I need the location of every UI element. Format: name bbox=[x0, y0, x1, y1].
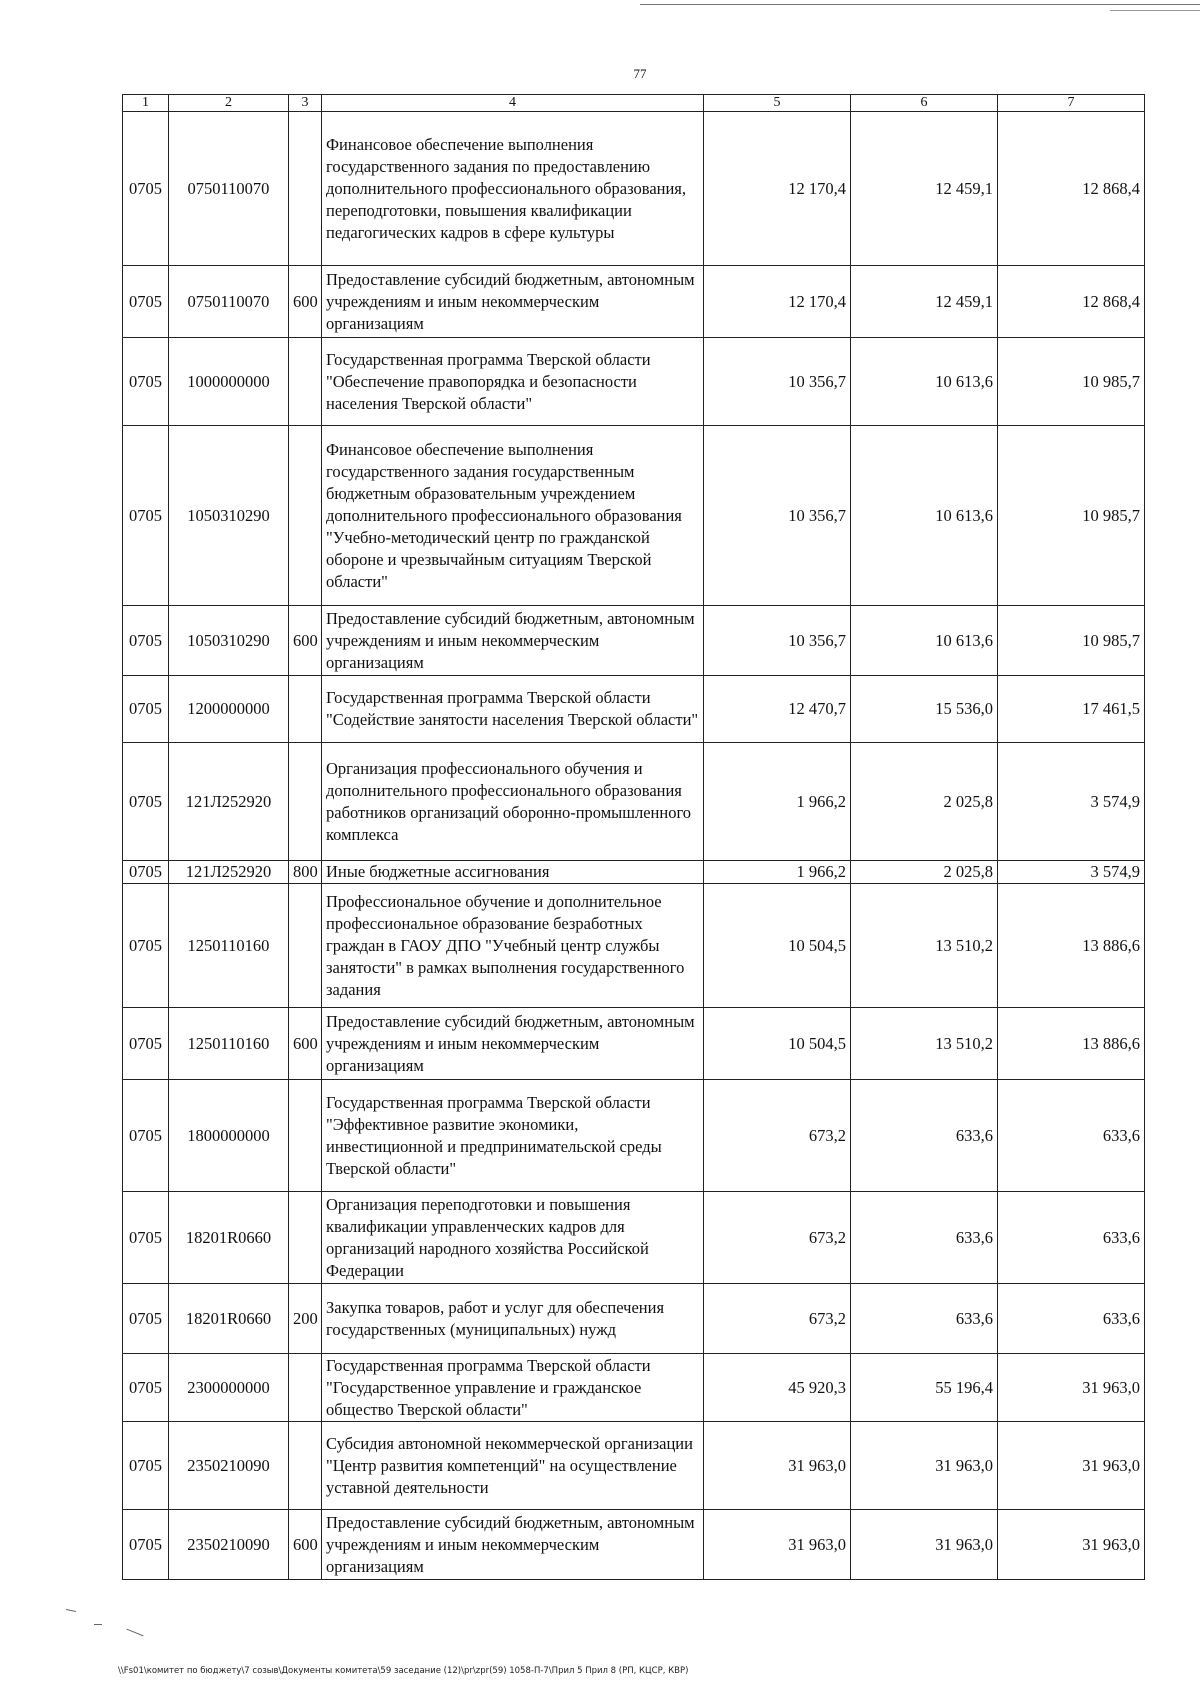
header-cell: 7 bbox=[998, 95, 1145, 112]
amount-col7: 31 963,0 bbox=[998, 1510, 1145, 1580]
amount-col6: 31 963,0 bbox=[851, 1422, 998, 1510]
header-cell: 3 bbox=[289, 95, 322, 112]
amount-col6: 10 613,6 bbox=[851, 338, 998, 426]
amount-col7: 10 985,7 bbox=[998, 338, 1145, 426]
target-article-code: 121Л252920 bbox=[169, 861, 289, 884]
amount-col5: 1 966,2 bbox=[704, 743, 851, 861]
target-article-code: 0750110070 bbox=[169, 112, 289, 266]
amount-col7: 13 886,6 bbox=[998, 1008, 1145, 1080]
table-row bbox=[123, 266, 1145, 338]
expense-type-code bbox=[289, 1422, 322, 1510]
scan-mark bbox=[126, 1629, 143, 1637]
amount-col5: 10 356,7 bbox=[704, 426, 851, 606]
section-code: 0705 bbox=[123, 1354, 169, 1422]
expense-type-code bbox=[289, 743, 322, 861]
table-row bbox=[123, 1510, 1145, 1580]
header-row bbox=[123, 95, 1145, 112]
expense-type-code bbox=[289, 338, 322, 426]
expense-type-code: 600 bbox=[289, 1510, 322, 1580]
target-article-code: 2300000000 bbox=[169, 1354, 289, 1422]
table-row bbox=[123, 606, 1145, 676]
table-row bbox=[123, 1192, 1145, 1284]
expense-type-code: 600 bbox=[289, 266, 322, 338]
amount-col5: 673,2 bbox=[704, 1080, 851, 1192]
target-article-code: 2350210090 bbox=[169, 1510, 289, 1580]
target-article-code: 1050310290 bbox=[169, 426, 289, 606]
target-article-code: 0750110070 bbox=[169, 266, 289, 338]
table-row bbox=[123, 1284, 1145, 1354]
item-description: Государственная программа Тверской области "Обеспечение правопорядка и безопасности населения Тверской области" bbox=[322, 338, 704, 426]
amount-col7: 10 985,7 bbox=[998, 426, 1145, 606]
header-cell: 6 bbox=[851, 95, 998, 112]
budget-table bbox=[122, 94, 1145, 1580]
target-article-code: 18201R0660 bbox=[169, 1192, 289, 1284]
amount-col7: 31 963,0 bbox=[998, 1354, 1145, 1422]
target-article-code: 1000000000 bbox=[169, 338, 289, 426]
table-row bbox=[123, 426, 1145, 606]
amount-col6: 2 025,8 bbox=[851, 861, 998, 884]
amount-col5: 1 966,2 bbox=[704, 861, 851, 884]
section-code: 0705 bbox=[123, 606, 169, 676]
amount-col7: 12 868,4 bbox=[998, 266, 1145, 338]
top-scan-line-short bbox=[1110, 10, 1200, 11]
item-description: Финансовое обеспечение выполнения государственного задания государственным бюджетным образовательным учреждением дополнительного профессионального образования "Учебно-методический центр по гражданской обороне и чрезвычайным ситуациям Тверской области" bbox=[322, 426, 704, 606]
amount-col6: 2 025,8 bbox=[851, 743, 998, 861]
header-cell: 2 bbox=[169, 95, 289, 112]
table-row bbox=[123, 1008, 1145, 1080]
item-description: Организация профессионального обучения и дополнительного профессионального образования работников организаций оборонно-промышленного комплекса bbox=[322, 743, 704, 861]
amount-col5: 31 963,0 bbox=[704, 1422, 851, 1510]
section-code: 0705 bbox=[123, 1008, 169, 1080]
table-row bbox=[123, 676, 1145, 743]
expense-type-code bbox=[289, 426, 322, 606]
item-description: Государственная программа Тверской области "Эффективное развитие экономики, инвестиционной и предпринимательской среды Тверской области" bbox=[322, 1080, 704, 1192]
amount-col7: 3 574,9 bbox=[998, 743, 1145, 861]
target-article-code: 2350210090 bbox=[169, 1422, 289, 1510]
amount-col7: 633,6 bbox=[998, 1192, 1145, 1284]
section-code: 0705 bbox=[123, 1510, 169, 1580]
section-code: 0705 bbox=[123, 112, 169, 266]
expense-type-code bbox=[289, 1354, 322, 1422]
item-description: Предоставление субсидий бюджетным, автономным учреждениям и иным некоммерческим организациям bbox=[322, 1008, 704, 1080]
item-description: Предоставление субсидий бюджетным, автономным учреждениям и иным некоммерческим организациям bbox=[322, 606, 704, 676]
section-code: 0705 bbox=[123, 676, 169, 743]
target-article-code: 1250110160 bbox=[169, 1008, 289, 1080]
amount-col6: 55 196,4 bbox=[851, 1354, 998, 1422]
amount-col5: 673,2 bbox=[704, 1284, 851, 1354]
section-code: 0705 bbox=[123, 1284, 169, 1354]
section-code: 0705 bbox=[123, 884, 169, 1008]
item-description: Субсидия автономной некоммерческой организации "Центр развития компетенций" на осуществление уставной деятельности bbox=[322, 1422, 704, 1510]
amount-col5: 673,2 bbox=[704, 1192, 851, 1284]
table-row bbox=[123, 1354, 1145, 1422]
amount-col6: 12 459,1 bbox=[851, 112, 998, 266]
footer-file-path: \\Fs01\комитет по бюджету\7 созыв\Документы комитета\59 заседание (12)\pr\zpr(59) 1058-П-7\Прил 5 Прил 8 (РП, КЦСР, КВР) bbox=[118, 1666, 689, 1676]
table-row bbox=[123, 112, 1145, 266]
amount-col6: 10 613,6 bbox=[851, 426, 998, 606]
amount-col6: 31 963,0 bbox=[851, 1510, 998, 1580]
amount-col7: 12 868,4 bbox=[998, 112, 1145, 266]
section-code: 0705 bbox=[123, 426, 169, 606]
section-code: 0705 bbox=[123, 338, 169, 426]
amount-col5: 10 504,5 bbox=[704, 884, 851, 1008]
amount-col7: 31 963,0 bbox=[998, 1422, 1145, 1510]
amount-col6: 15 536,0 bbox=[851, 676, 998, 743]
amount-col5: 12 170,4 bbox=[704, 112, 851, 266]
table-row bbox=[123, 861, 1145, 884]
target-article-code: 1800000000 bbox=[169, 1080, 289, 1192]
target-article-code: 1200000000 bbox=[169, 676, 289, 743]
expense-type-code bbox=[289, 884, 322, 1008]
expense-type-code bbox=[289, 1080, 322, 1192]
amount-col7: 13 886,6 bbox=[998, 884, 1145, 1008]
expense-type-code: 200 bbox=[289, 1284, 322, 1354]
section-code: 0705 bbox=[123, 743, 169, 861]
section-code: 0705 bbox=[123, 1422, 169, 1510]
section-code: 0705 bbox=[123, 266, 169, 338]
amount-col5: 31 963,0 bbox=[704, 1510, 851, 1580]
amount-col7: 633,6 bbox=[998, 1080, 1145, 1192]
item-description: Иные бюджетные ассигнования bbox=[322, 861, 704, 884]
amount-col5: 10 504,5 bbox=[704, 1008, 851, 1080]
item-description: Организация переподготовки и повышения квалификации управленческих кадров для организаций народного хозяйства Российской Федерации bbox=[322, 1192, 704, 1284]
amount-col6: 13 510,2 bbox=[851, 1008, 998, 1080]
table-row bbox=[123, 743, 1145, 861]
amount-col6: 10 613,6 bbox=[851, 606, 998, 676]
target-article-code: 18201R0660 bbox=[169, 1284, 289, 1354]
item-description: Финансовое обеспечение выполнения государственного задания по предоставлению дополнительного профессионального образования, переподготовки, повышения квалификации педагогических кадров в сфере культуры bbox=[322, 112, 704, 266]
section-code: 0705 bbox=[123, 1080, 169, 1192]
table-row bbox=[123, 884, 1145, 1008]
header-cell: 1 bbox=[123, 95, 169, 112]
expense-type-code: 600 bbox=[289, 606, 322, 676]
page-number: 77 bbox=[633, 66, 647, 81]
table-row bbox=[123, 1422, 1145, 1510]
expense-type-code: 600 bbox=[289, 1008, 322, 1080]
target-article-code: 1050310290 bbox=[169, 606, 289, 676]
amount-col5: 10 356,7 bbox=[704, 338, 851, 426]
amount-col7: 10 985,7 bbox=[998, 606, 1145, 676]
scan-mark bbox=[94, 1624, 102, 1625]
item-description: Профессиональное обучение и дополнительное профессиональное образование безработных граждан в ГАОУ ДПО "Учебный центр службы занятости" в рамках выполнения государственного задания bbox=[322, 884, 704, 1008]
amount-col7: 17 461,5 bbox=[998, 676, 1145, 743]
header-cell: 4 bbox=[322, 95, 704, 112]
expense-type-code bbox=[289, 112, 322, 266]
amount-col6: 633,6 bbox=[851, 1080, 998, 1192]
target-article-code: 121Л252920 bbox=[169, 743, 289, 861]
expense-type-code: 800 bbox=[289, 861, 322, 884]
amount-col6: 633,6 bbox=[851, 1284, 998, 1354]
item-description: Государственная программа Тверской области "Государственное управление и гражданское общество Тверской области" bbox=[322, 1354, 704, 1422]
amount-col5: 45 920,3 bbox=[704, 1354, 851, 1422]
target-article-code: 1250110160 bbox=[169, 884, 289, 1008]
top-scan-line bbox=[640, 4, 1200, 5]
header-cell: 5 bbox=[704, 95, 851, 112]
amount-col7: 3 574,9 bbox=[998, 861, 1145, 884]
expense-type-code bbox=[289, 676, 322, 743]
amount-col5: 12 170,4 bbox=[704, 266, 851, 338]
section-code: 0705 bbox=[123, 861, 169, 884]
item-description: Государственная программа Тверской области "Содействие занятости населения Тверской области" bbox=[322, 676, 704, 743]
section-code: 0705 bbox=[123, 1192, 169, 1284]
amount-col6: 13 510,2 bbox=[851, 884, 998, 1008]
item-description: Закупка товаров, работ и услуг для обеспечения государственных (муниципальных) нужд bbox=[322, 1284, 704, 1354]
amount-col6: 633,6 bbox=[851, 1192, 998, 1284]
expense-type-code bbox=[289, 1192, 322, 1284]
amount-col5: 10 356,7 bbox=[704, 606, 851, 676]
table-row bbox=[123, 338, 1145, 426]
amount-col5: 12 470,7 bbox=[704, 676, 851, 743]
table-row bbox=[123, 1080, 1145, 1192]
scan-mark bbox=[66, 1609, 76, 1612]
item-description: Предоставление субсидий бюджетным, автономным учреждениям и иным некоммерческим организациям bbox=[322, 1510, 704, 1580]
amount-col6: 12 459,1 bbox=[851, 266, 998, 338]
item-description: Предоставление субсидий бюджетным, автономным учреждениям и иным некоммерческим организациям bbox=[322, 266, 704, 338]
amount-col7: 633,6 bbox=[998, 1284, 1145, 1354]
